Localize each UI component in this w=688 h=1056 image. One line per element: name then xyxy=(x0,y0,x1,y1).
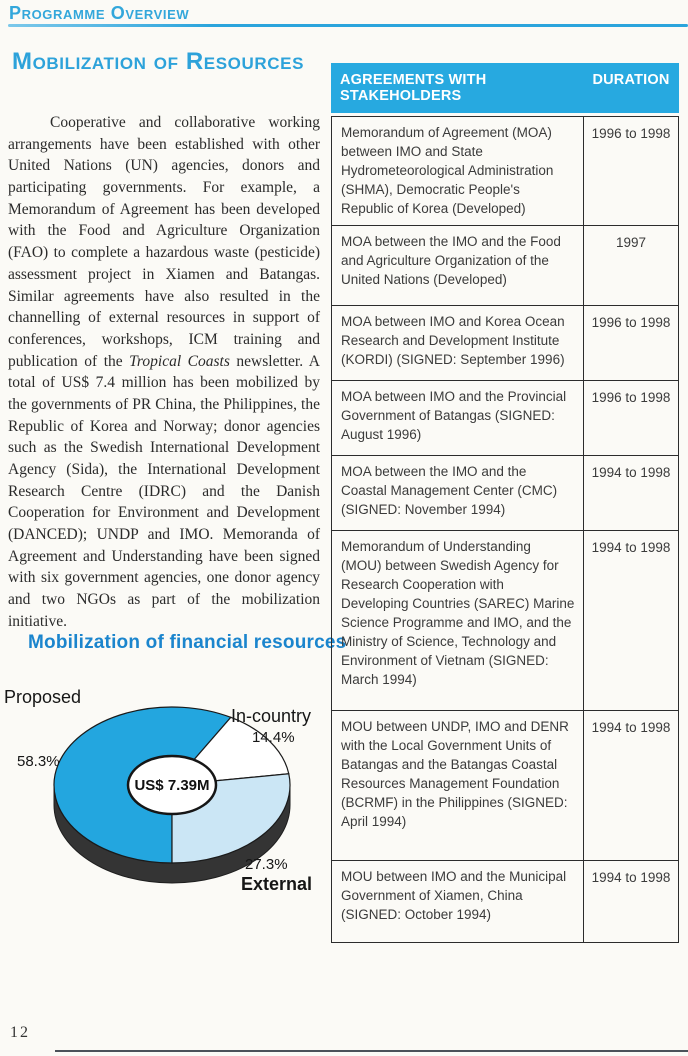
duration-cell: 1996 to 1998 xyxy=(584,306,679,381)
slice-label-proposed: Proposed xyxy=(4,687,82,707)
table-header-row xyxy=(331,63,679,113)
duration-cell: 1994 to 1998 xyxy=(584,861,679,943)
page-number: 12 xyxy=(10,1024,30,1041)
stakeholder-table-body xyxy=(332,117,679,943)
agreement-cell: Memorandum of Agreement (MOA) between IMO and State Hydrometeorological Administration (SHMA), Democratic People's Republic of Korea (Developed) xyxy=(332,117,584,226)
header-rule xyxy=(8,24,688,27)
section-title: Mobilization of Resources xyxy=(12,48,305,75)
duration-cell: 1997 xyxy=(584,226,679,306)
slice-pct-external: 27.3% xyxy=(245,856,288,873)
agreement-cell: MOA between the IMO and the Coastal Management Center (CMC) (SIGNED: November 1994) xyxy=(332,456,584,531)
table-row xyxy=(332,117,679,226)
agreements-table-grid xyxy=(331,116,679,943)
column-header-duration: DURATION xyxy=(592,72,670,88)
table-row xyxy=(332,711,679,861)
footer-rule xyxy=(55,1050,688,1052)
slice-label-external: External xyxy=(241,874,313,894)
table-row xyxy=(332,531,679,711)
agreements-table xyxy=(331,63,679,943)
agreement-cell: MOA between IMO and the Provincial Government of Batangas (SIGNED: August 1996) xyxy=(332,381,584,456)
duration-cell: 1996 to 1998 xyxy=(584,381,679,456)
duration-cell: 1994 to 1998 xyxy=(584,531,679,711)
agreement-cell: MOU between UNDP, IMO and DENR with the Local Government Units of Batangas and the Batangas Coastal Resources Management Foundation (BCRMF) in the Philippines (SIGNED: April 1994) xyxy=(332,711,584,861)
slice-pct-in-country: 14.4% xyxy=(252,729,295,746)
chart-title: Mobilization of financial resources xyxy=(28,632,347,653)
duration-cell: 1996 to 1998 xyxy=(584,117,679,226)
table-row xyxy=(332,381,679,456)
newsletter-name-italic: Tropical Coasts xyxy=(129,352,230,370)
table-row xyxy=(332,306,679,381)
slice-pct-proposed: 58.3% xyxy=(17,753,60,770)
table-row xyxy=(332,456,679,531)
duration-cell: 1994 to 1998 xyxy=(584,711,679,861)
page-kicker: Programme Overview xyxy=(9,3,190,23)
duration-cell: 1994 to 1998 xyxy=(584,456,679,531)
agreement-cell: MOU between IMO and the Municipal Government of Xiamen, China (SIGNED: October 1994) xyxy=(332,861,584,943)
agreement-cell: MOA between the IMO and the Food and Agriculture Organization of the United Nations (Developed) xyxy=(332,226,584,306)
body-paragraph xyxy=(8,112,320,633)
paragraph-text-2: newsletter. A total of US$ 7.4 million has been mobilized by the governments of PR China, the Philippines, the Republic of Korea and Norway; donor agencies such as the Swedish International Development Agency (Sida), the International Development Research Centre (IDRC) and the Danish Cooperation for Environment and Development (DANCED); UNDP and IMO. Memoranda of Agreement and Understanding have been signed with six government agencies, one donor agency and two NGOs as part of the mobilization initiative. xyxy=(8,352,320,630)
slice-label-in-country: In-country xyxy=(231,706,312,726)
table-row xyxy=(332,226,679,306)
table-row xyxy=(332,861,679,943)
agreement-cell: Memorandum of Understanding (MOU) between Swedish Agency for Research Cooperation with Developing Countries (SAREC) Marine Science Programme and IMO, and the Ministry of Science, Technology and Environment of Vietnam (SIGNED: March 1994) xyxy=(332,531,584,711)
column-header-agreements: AGREEMENTS WITH STAKEHOLDERS xyxy=(340,72,487,104)
paragraph-text-1: Cooperative and collaborative working arrangements have been established with other United Nations (UN) agencies, donors and participating governments. For example, a Memorandum of Agreement has been developed with the Food and Agriculture Organization (FAO) to complete a hazardous waste (pesticide) assessment project in Xiamen and Batangas. Similar agreements have also resulted in the channelling of external resources in support of conferences, workshops, ICM training and publication of the xyxy=(8,114,320,370)
agreement-cell: MOA between IMO and Korea Ocean Research and Development Institute (KORDI) (SIGNED: September 1996) xyxy=(332,306,584,381)
pie-center-label: US$ 7.39M xyxy=(134,777,210,794)
